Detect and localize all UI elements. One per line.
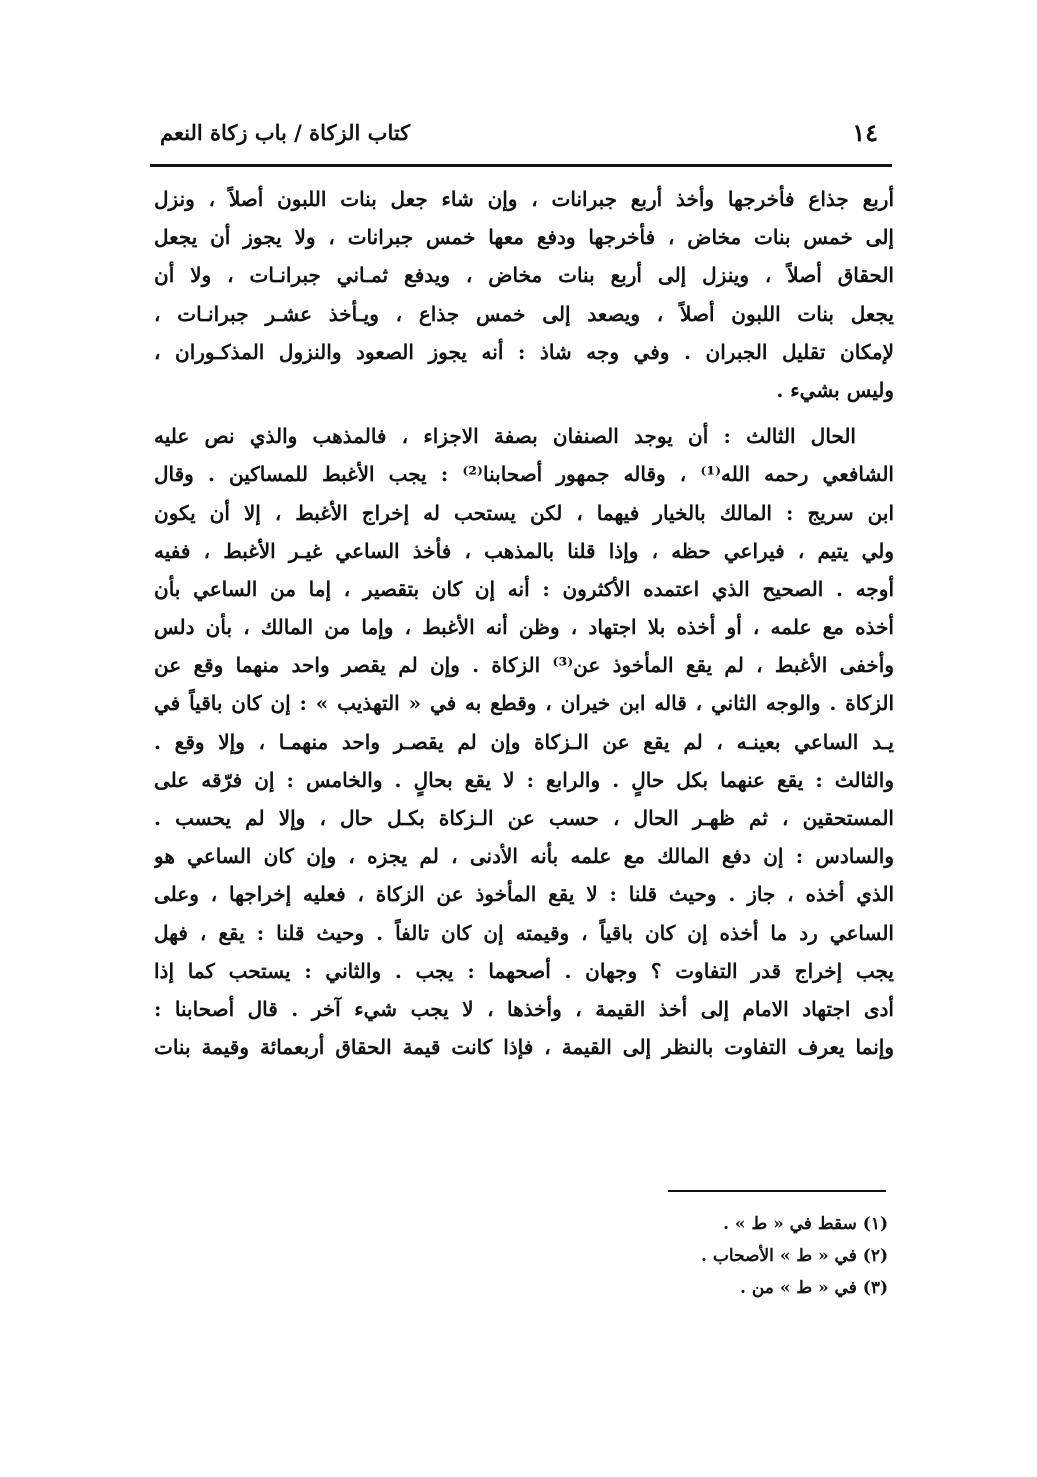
running-header xyxy=(160,118,890,158)
text-line: إلى خمس بنات مخاض ، فأخرجها ودفع معها خمس جبرانات ، ولا يجوز أن يجعل xyxy=(154,225,894,250)
header-divider xyxy=(150,164,892,167)
paragraph-spacer xyxy=(154,409,894,417)
footnote-divider xyxy=(668,1190,886,1192)
text-line: أوجه . الصحيح الذي اعتمده الأكثرون : أنه إن كان بتقصير ، إما من الساعي بأن xyxy=(154,576,894,601)
text-line: وليس بشيء . xyxy=(776,377,894,402)
text-line: أخذه مع علمه ، أو أخذه بلا اجتهاد ، وظن أنه الأغبط ، وإما من المالك ، بأن دلس xyxy=(154,615,894,640)
text-line: يـد الساعي بعينـه ، لم يقع عن الـزكاة وإن لم يقصـر واحد منهمـا ، وإلا وقع . xyxy=(154,729,894,754)
main-text xyxy=(154,180,894,1066)
text-line: الشافعي رحمه الله⁽¹⁾ ، وقاله جمهور أصحابنا⁽²⁾ : يجب الأغبط للمساكين . وقال xyxy=(154,462,894,487)
footnote-3: (٣) في « ط » من . xyxy=(740,1278,888,1298)
page-number: ١٤ xyxy=(852,118,878,147)
text-line: أدى اجتهاد الامام إلى أخذ القيمة ، وأخذها ، لا يجب شيء آخر . قال أصحابنا : xyxy=(154,996,894,1021)
paragraph-2 xyxy=(154,417,894,1066)
text-line: والثالث : يقع عنهما بكل حالٍ . والرابع : لا يقع بحالٍ . والخامس : إن فرّقه على xyxy=(154,767,894,792)
text-line: يجعل بنات اللبون أصلاً ، ويصعد إلى خمس جذاع ، ويـأخذ عشـر جبرانـات ، xyxy=(154,301,894,326)
text-line: الذي أخذه ، جاز . وحيث قلنا : لا يقع المأخوذ عن الزكاة ، فعليه إخراجها ، وعلى xyxy=(154,882,894,907)
chapter-title: كتاب الزكاة / باب زكاة النعم xyxy=(160,120,411,145)
text-line: الساعي رد ما أخذه إن كان باقياً ، وقيمته إن كان تالفاً . وحيث قلنا : يقع ، فهل xyxy=(154,920,894,945)
text-line: الزكاة . والوجه الثاني ، قاله ابن خيران ، وقطع به في « التهذيب » : إن كان باقياً في xyxy=(154,691,894,716)
footnotes xyxy=(500,1208,888,1304)
footnote-1: (١) سقط في « ط » . xyxy=(723,1214,888,1234)
text-line: يجب إخراج قدر التفاوت ؟ وجهان . أصحهما : يجب . والثاني : يستحب كما إذا xyxy=(154,958,894,983)
text-line: ابن سريج : المالك بالخيار فيهما ، لكن يستحب له إخراج الأغبط ، إلا أن يكون xyxy=(154,500,894,525)
text-line: الحال الثالث : أن يوجد الصنفان بصفة الاجزاء ، فالمذهب والذي نص عليه xyxy=(154,424,856,449)
footnote-2: (٢) في « ط » الأصحاب . xyxy=(701,1246,888,1266)
text-line: الحقاق أصلاً ، وينزل إلى أربع بنات مخاض ، ويدفع ثمـاني جبرانـات ، ولا أن xyxy=(154,263,894,288)
text-line: أربع جذاع فأخرجها وأخذ أربع جبرانات ، وإن شاء جعل بنات اللبون أصلاً ، ونزل xyxy=(154,187,894,211)
text-line: والسادس : إن دفع المالك مع علمه بأنه الأدنى ، لم يجزه ، وإن كان الساعي هو xyxy=(154,844,894,869)
text-line: المستحقين ، ثم ظهـر الحال ، حسب عن الـزكاة بكـل حال ، وإلا لم يحسب . xyxy=(154,806,894,830)
text-line: لإمكان تقليل الجبران . وفي وجه شاذ : أنه يجوز الصعود والنزول المذكـوران ، xyxy=(154,339,894,364)
text-line: ولي يتيم ، فيراعي حظه ، وإذا قلنا بالمذهب ، فأخذ الساعي غيـر الأغبط ، ففيه xyxy=(154,538,894,563)
text-line: وأخفى الأغبط ، لم يقع المأخوذ عن⁽³⁾ الزكاة . وإن لم يقصر واحد منهما وقع عن xyxy=(154,653,894,678)
paragraph-1 xyxy=(154,180,894,409)
text-line: وإنما يعرف التفاوت بالنظر إلى القيمة ، فإذا كانت قيمة الحقاق أربعمائة وقيمة بنات xyxy=(154,1035,894,1060)
